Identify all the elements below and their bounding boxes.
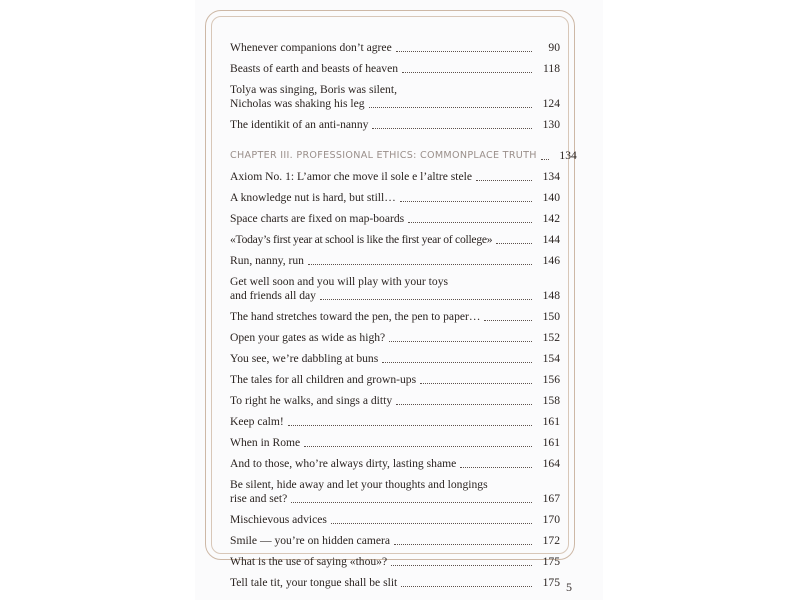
dot-leader [401, 586, 532, 587]
table-of-contents [230, 34, 577, 590]
toc-entry-title: Keep calm! [230, 415, 284, 428]
toc-entry-title: Tell tale tit, your tongue shall be slit [230, 576, 398, 589]
toc-entry-page: 140 [542, 191, 560, 204]
toc-entry-title: A knowledge nut is hard, but still… [230, 191, 396, 204]
toc-entry-title: You see, we’re dabbling at buns [230, 352, 379, 365]
toc-entry-title: To right he walks, and sings a ditty [230, 394, 393, 407]
toc-entry [230, 548, 560, 569]
toc-entry [230, 569, 560, 590]
toc-entry-title: When in Rome [230, 436, 301, 449]
toc-entry-page: 148 [542, 289, 560, 302]
toc-entry-title: Smile — you’re on hidden camera [230, 534, 391, 547]
toc-entry-title: Mischievous advices [230, 513, 327, 526]
dot-leader [396, 51, 532, 52]
toc-entry-page: 175 [542, 576, 560, 589]
dot-leader [389, 341, 532, 342]
chapter-title: CHAPTER III. PROFESSIONAL ETHICS: COMMONPLACE TRUTH [230, 150, 537, 161]
dot-leader [391, 565, 532, 566]
book-page [195, 0, 603, 600]
toc-entry [230, 55, 560, 76]
toc-entry-title-line1: Get well soon and you will play with your toys [230, 275, 449, 288]
dot-leader [382, 362, 532, 363]
dot-leader [288, 425, 532, 426]
toc-entry [230, 429, 560, 450]
toc-entry [230, 450, 560, 471]
toc-entry [230, 527, 560, 548]
toc-entry-page: 161 [542, 415, 560, 428]
toc-entry [230, 163, 560, 184]
dot-leader [476, 180, 532, 181]
toc-entry-title: And to those, who’re always dirty, lasting shame [230, 457, 457, 470]
toc-entry-title: The tales for all children and grown-ups [230, 373, 417, 386]
dot-leader [496, 243, 532, 244]
toc-entry [230, 268, 560, 303]
toc-entry-page: 161 [542, 436, 560, 449]
toc-entry [230, 111, 560, 132]
toc-entry-title: Nicholas was shaking his leg [230, 97, 365, 110]
toc-entry [230, 247, 560, 268]
dot-leader [308, 264, 532, 265]
toc-entry-title: Open your gates as wide as high? [230, 331, 386, 344]
dot-leader [396, 404, 532, 405]
toc-entry [230, 366, 560, 387]
toc-entry-page: 144 [542, 233, 560, 246]
dot-leader [372, 128, 532, 129]
toc-entry-page: 124 [542, 97, 560, 110]
toc-entry-page: 167 [542, 492, 560, 505]
toc-chapter-heading [230, 138, 577, 163]
toc-entry-page: 118 [543, 62, 560, 75]
dot-leader [402, 72, 532, 73]
toc-entry-title: Space charts are fixed on map-boards [230, 212, 405, 225]
toc-entry [230, 34, 560, 55]
toc-entry-page: 130 [542, 118, 560, 131]
toc-entry-title: The hand stretches toward the pen, the pen to paper… [230, 310, 481, 323]
dot-leader [408, 222, 532, 223]
toc-entry-page: 175 [542, 555, 560, 568]
toc-entry-page: 90 [548, 41, 560, 54]
toc-entry-page: 150 [542, 310, 560, 323]
dot-leader [304, 446, 532, 447]
toc-entry [230, 303, 560, 324]
toc-entry-title: The identikit of an anti-nanny [230, 118, 369, 131]
toc-entry-page: 170 [542, 513, 560, 526]
toc-entry-title: and friends all day [230, 289, 316, 302]
toc-entry-title: Beasts of earth and beasts of heaven [230, 62, 399, 75]
toc-entry [230, 226, 560, 247]
dot-leader [400, 201, 532, 202]
toc-entry [230, 205, 560, 226]
toc-entry [230, 506, 560, 527]
toc-entry-page: 142 [542, 212, 560, 225]
dot-leader [369, 107, 532, 108]
toc-entry [230, 76, 560, 111]
dot-leader [331, 523, 532, 524]
toc-entry-page: 172 [542, 534, 560, 547]
toc-entry-page: 134 [559, 149, 577, 162]
toc-entry-title: rise and set? [230, 492, 288, 505]
toc-entry [230, 184, 560, 205]
toc-entry-title: «Today’s first year at school is like the first year of college» [230, 233, 493, 246]
toc-entry [230, 471, 560, 506]
toc-entry [230, 345, 560, 366]
toc-entry [230, 324, 560, 345]
toc-entry [230, 408, 560, 429]
toc-entry-title: Axiom No. 1: L’amor che move il sole e l’altre stele [230, 170, 473, 183]
dot-leader [420, 383, 532, 384]
toc-entry-title: Whenever companions don’t agree [230, 41, 392, 54]
toc-entry-page: 134 [542, 170, 560, 183]
dot-leader [320, 299, 532, 300]
dot-leader [394, 544, 532, 545]
toc-entry-page: 154 [542, 352, 560, 365]
dot-leader [484, 320, 532, 321]
toc-entry-page: 156 [542, 373, 560, 386]
dot-leader [460, 467, 532, 468]
toc-entry-title-line1: Be silent, hide away and let your thoughts and longings [230, 478, 488, 491]
toc-entry-title-line1: Tolya was singing, Boris was silent, [230, 83, 397, 96]
toc-entry-page: 164 [542, 457, 560, 470]
toc-entry-title: What is the use of saying «thou»? [230, 555, 388, 568]
toc-entry-page: 158 [542, 394, 560, 407]
toc-entry-page: 146 [542, 254, 560, 267]
dot-leader [541, 159, 549, 160]
toc-entry-title: Run, nanny, run [230, 254, 304, 267]
page-number: 5 [566, 580, 572, 594]
toc-entry [230, 387, 560, 408]
toc-entry-page: 152 [542, 331, 560, 344]
dot-leader [291, 502, 532, 503]
